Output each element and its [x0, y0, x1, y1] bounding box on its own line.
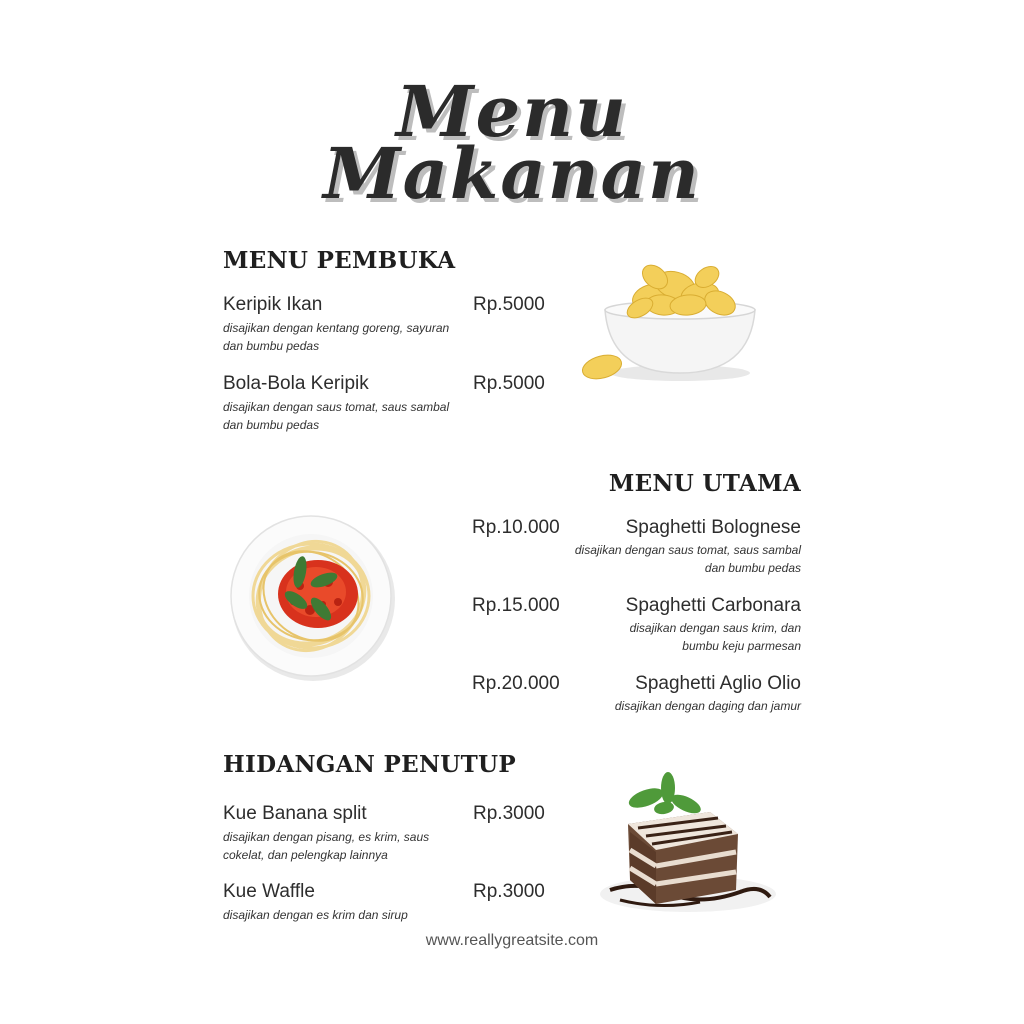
item-description: disajikan dengan pisang, es krim, saus cokelat, dan pelengkap lainnya [223, 830, 430, 862]
item-price: Rp.5000 [473, 294, 545, 315]
item-name: Kue Banana split [223, 803, 367, 824]
item-description: disajikan dengan saus tomat, saus sambal dan bumbu pedas [574, 543, 801, 575]
item-name: Spaghetti Aglio Olio [635, 673, 801, 694]
website-url[interactable]: www.reallygreatsite.com [425, 932, 599, 949]
item-price: Rp.3000 [473, 881, 545, 902]
item-price: Rp.3000 [473, 803, 545, 824]
item-price: Rp.5000 [473, 373, 545, 394]
spaghetti-plate-icon [228, 512, 398, 682]
item-name: Kue Waffle [223, 881, 315, 902]
item-price: Rp.15.000 [472, 595, 560, 616]
section-title-main: MENU UTAMA [608, 470, 801, 497]
chocolate-cake-icon [590, 772, 785, 922]
item-price: Rp.10.000 [472, 517, 560, 538]
item-description: disajikan dengan saus krim, dan bumbu keju parmesan [629, 621, 801, 653]
menu-title-line-2: Makanan [323, 132, 701, 215]
item-description: disajikan dengan saus tomat, saus sambal dan bumbu pedas [223, 400, 450, 432]
menu-title-line-1: Menu [396, 70, 628, 153]
chips-bowl-icon [575, 255, 765, 390]
item-name: Bola-Bola Keripik [223, 373, 369, 394]
item-name: Keripik Ikan [223, 294, 323, 315]
section-title-appetizer: MENU PEMBUKA [223, 247, 456, 274]
item-description: disajikan dengan daging dan jamur [614, 699, 801, 713]
item-description: disajikan dengan es krim dan sirup [223, 908, 408, 922]
section-title-dessert: HIDANGAN PENUTUP [223, 751, 516, 778]
item-price: Rp.20.000 [472, 673, 560, 694]
item-description: disajikan dengan kentang goreng, sayuran dan bumbu pedas [223, 321, 450, 353]
item-name: Spaghetti Carbonara [625, 595, 801, 616]
item-name: Spaghetti Bolognese [625, 517, 801, 538]
